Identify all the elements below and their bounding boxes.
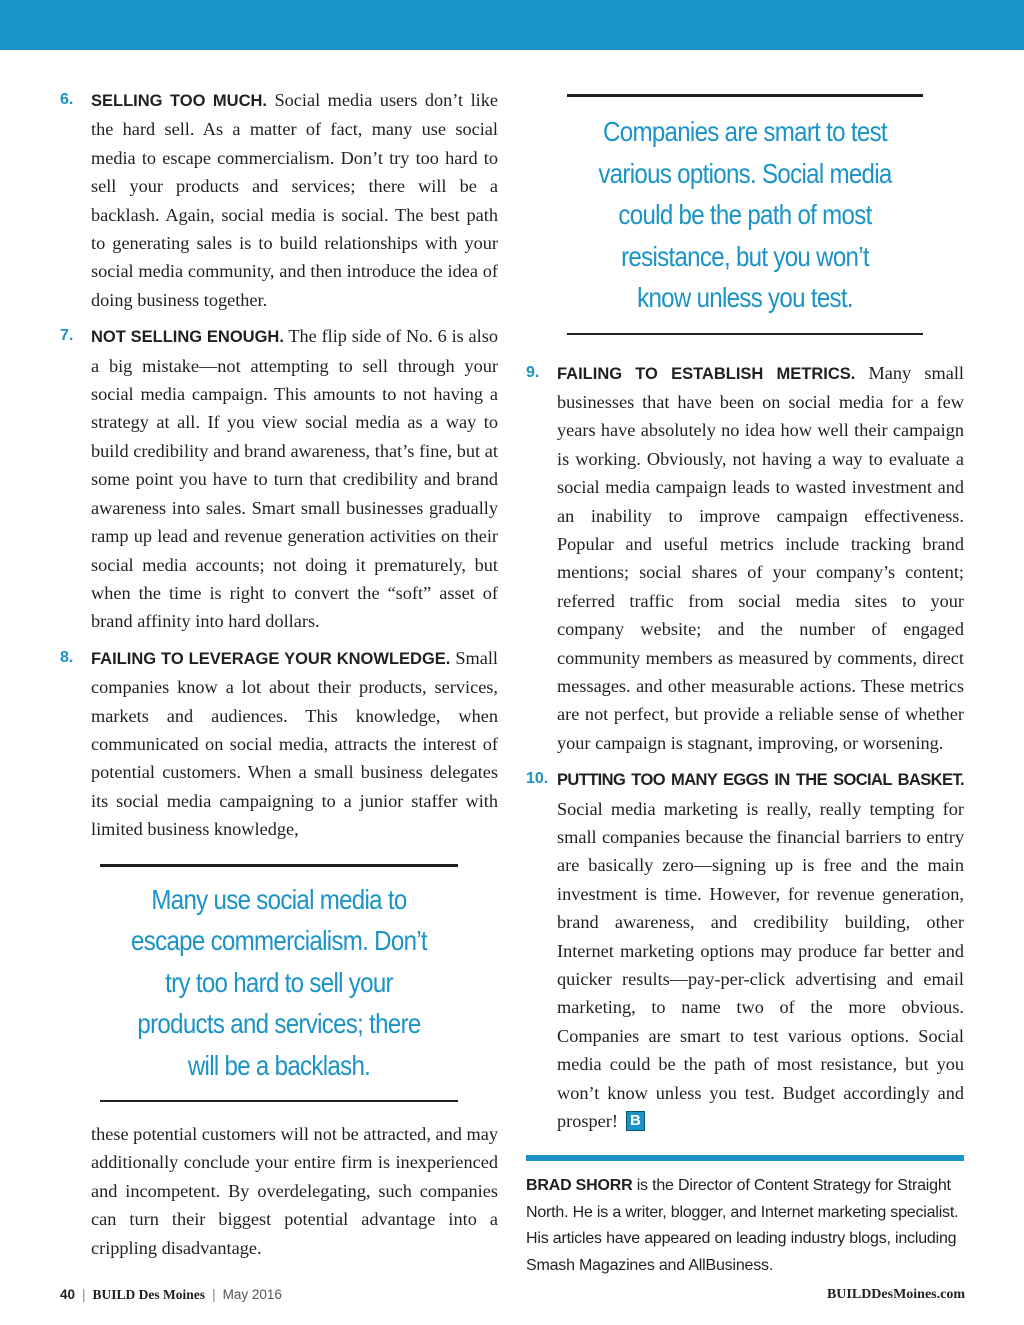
pull-quote-bottom-rule <box>100 1100 458 1102</box>
item-number: 6. <box>60 91 74 108</box>
item-number: 10. <box>526 770 549 788</box>
author-name: BRAD SHORR <box>526 1177 633 1195</box>
item-body: Small companies know a lot about their products, services, markets and audiences. This knowledge, when communicated on social media, attracts the interest of potential customers. When a small business delegates its social media campaigning to a junior staffer with limited business knowledge, <box>91 647 498 840</box>
left-column <box>60 86 498 1262</box>
item-8-continuation: these potential customers will not be attracted, and may additionally conclude your entire firm is inexperienced and incompetent. By overdelegating, such companies can turn their biggest potential advantage into a crippling disadvantage. <box>91 1124 498 1258</box>
pull-quote <box>100 864 458 1103</box>
header-color-bar <box>0 0 1024 50</box>
website-link[interactable]: BUILDDesMoines.com <box>826 1287 965 1302</box>
item-body: Social media marketing is really, really tempting for small companies because the financial barriers to entry are basically zero—signing up is free and the main investment is time. However, for revenue generation, brand awareness, and credibility building, other Internet marketing options may produce far better and quicker results—pay-per-click advertising and email marketing, to name two of the more obvious. Companies are smart to test various options. Social media could be the path of most resistance, but you won’t know unless you test. Budget accordingly and prosper! <box>557 798 964 1132</box>
item-body: The flip side of No. 6 is also a big mistake—not attempting to sell through your social media campaign. This amounts to not having a strategy at all. If you view social media as a way to build credibility and brand awareness, that’s fine, but at some point you have to turn that credibility and brand awareness into sales. Smart small businesses gradually ramp up lead and revenue generation activities on their social media accounts; not doing it prematurely, but when the time is right to convert the “soft” asset of brand affinity into hard dollars. <box>91 326 498 632</box>
pull-quote <box>567 94 923 335</box>
page-number: 40 <box>60 1287 76 1302</box>
item-body: Many small businesses that have been on social media for a few years have absolutely no idea how well their campaign is working. Obviously, not having a way to evaluate a social media campaign leads to wasted investment and an inability to improve campaign effectiveness. Popular and useful metrics include tracking brand mentions; social shares of your company’s content; referred traffic from social media sites to your company website; and the number of engaged community members as measured by comments, direct messages. and other measurable actions. These metrics are not perfect, but provide a reliable sense of whether your campaign is stagnant, improving, or worsening. <box>557 362 964 753</box>
footer-folio <box>60 1287 282 1303</box>
item-number: 9. <box>526 363 540 381</box>
publication-name: BUILD Des Moines <box>92 1287 206 1302</box>
item-body: Social media users don’t like the hard sell. As a matter of fact, many use social media to escape commercialism. Don’t try too hard to sell your products and services; there will be a backlash. Again, social media is social. The best path to generating sales is to build relationships with your social media community, and then introduce the idea of doing business together. <box>91 90 498 310</box>
author-bio-text: is the Director of Content Strategy for Straight North. He is a writer, blogger, and Internet marketing specialist. His articles have appeared on leading industry blogs, including Smash Magazines and AllBusiness. <box>526 1177 959 1274</box>
item-heading: FAILING TO LEVERAGE YOUR KNOWLEDGE. <box>91 649 451 668</box>
item-heading: PUTTING TOO MANY EGGS IN THE SOCIAL BASKET. <box>557 771 964 790</box>
right-column <box>526 90 964 1279</box>
end-mark-icon: B <box>626 1111 645 1131</box>
item-number: 8. <box>60 648 74 666</box>
issue-date: May 2016 <box>222 1287 282 1302</box>
list-item-6 <box>60 86 498 314</box>
pull-quote-text: Companies are smart to test various options. Social media could be the path of most resistance, but you won’t know unless you test. <box>598 116 892 313</box>
list-item-9 <box>526 359 964 758</box>
page-footer <box>60 1287 965 1307</box>
item-heading: FAILING TO ESTABLISH METRICS. <box>557 364 856 383</box>
pull-quote-bottom-rule <box>567 333 923 335</box>
item-heading: SELLING TOO MUCH. <box>91 92 268 110</box>
footer-separator: | <box>82 1287 86 1302</box>
list-item-7 <box>60 322 498 635</box>
author-bio <box>526 1173 964 1279</box>
item-number: 7. <box>60 327 74 345</box>
list-item-8 <box>60 644 498 844</box>
footer-separator: | <box>212 1287 216 1302</box>
list-item-10 <box>526 765 964 1135</box>
item-heading: NOT SELLING ENOUGH. <box>91 328 284 347</box>
bio-divider <box>526 1155 964 1161</box>
pull-quote-text: Many use social media to escape commercialism. Don’t try too hard to sell your products and services; there will be a backlash. <box>131 883 427 1081</box>
